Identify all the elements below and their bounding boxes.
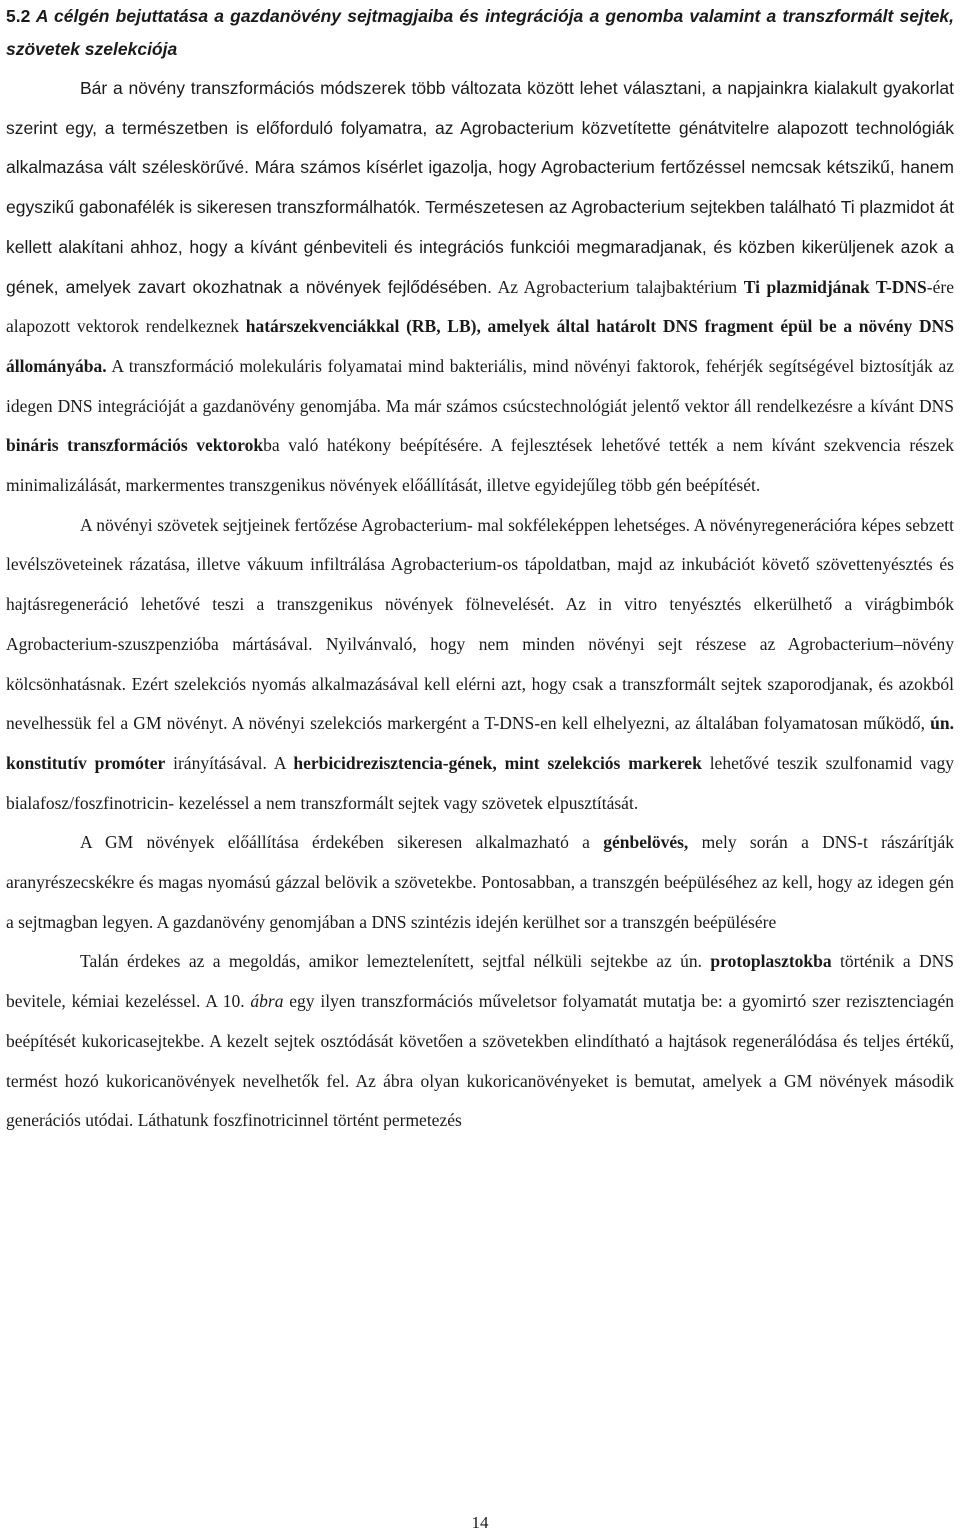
- section-heading: [6, 0, 954, 66]
- sentence: Láthatunk foszfinotricinnel történt permetezés: [133, 1110, 462, 1131]
- sentence: ba való hatékony beépítésére.: [263, 435, 483, 456]
- sentence: Talán érdekes az a megoldás, amikor lemeztelenített, sejtfal nélküli sejtekbe az ún.: [80, 951, 711, 972]
- bold-term: protoplasztokba: [710, 951, 832, 972]
- sentence: A növényi szövetek sejtjeinek fertőzése Agrobacterium- mal sokféleképpen lehetséges.: [80, 514, 691, 535]
- sentence: A növényregenerációra képes sebzett levélszöveteinek rázatása, illetve vákuum infiltrálása Agrobacterium-os tápoldatban, majd az inkubációt követő szövettenyésztés és hajtásregeneráció lehetővé teszi a transzgenikus növények fölnevelését.: [6, 514, 954, 615]
- sentence: A transzformáció molekuláris folyamatai mind bakteriális, mind növényi faktorok, fehérjék segítségével biztosítják az idegen DNS integrációját a gazdanövény genomjába.: [6, 355, 954, 416]
- document-page: [6, 0, 954, 1141]
- sentence: egy ilyen transzformációs műveletsor folyamatát mutatja be: a gyomirtó szer rezisztenciagén beépítését kukoricasejtekbe.: [6, 991, 954, 1051]
- sentence: A fejlesztések lehetővé tették a nem kívánt szekvencia részek minimalizálását, markermentes transzgenikus növények előállítását, illetve egyidejűleg több gén beépítését.: [6, 435, 955, 496]
- sentence: A gazdanövény genomjában a DNS szintézis idején kerülhet sor a transzgén beépülésére: [153, 911, 777, 932]
- sentence: Nyilvánvaló, hogy nem minden növényi sejt részese az Agrobacterium–növény kölcsönhatásnak.: [6, 633, 954, 694]
- sentence: Ezért szelekciós nyomás alkalmazásával kell elérni azt, hogy csak a transzformált sejtek szaporodjanak, és azokból nevelhessük fel a GM növényt.: [6, 673, 954, 734]
- section-number: 5.2: [6, 6, 31, 26]
- sentence: A: [266, 752, 294, 773]
- sentence: irányításával.: [165, 752, 267, 773]
- figure-reference: ábra: [250, 991, 284, 1012]
- sentence: Ma már számos csúcstechnológiát jelentő vektor áll rendelkezésre a kívánt DNS: [380, 395, 954, 416]
- bold-term: határszekvenciákkal (RB, LB), amelyek által határolt DNS fragment épül be a növény DNS állományába.: [6, 316, 954, 376]
- sentence: A kezelt sejtek osztódását követően a szövetekben elindítható a hajtások regenerálódása és teljes értékű, termést hozó kukoricanövények nevelhetők fel.: [6, 1030, 955, 1091]
- paragraph-1: [6, 69, 954, 506]
- paragraph-3: [6, 823, 954, 942]
- bold-term: génbelövés,: [603, 832, 689, 853]
- sentence: Pontosabban, a transzgén beépüléséhez az kell, hogy az idegen gén a sejtmagban legyen.: [6, 872, 954, 932]
- paragraph-4: [6, 942, 954, 1141]
- page-number: 14: [471, 1513, 489, 1532]
- paragraph-2: [6, 506, 954, 824]
- bold-term: herbicidrezisztencia-gének, mint szelekciós markerek: [293, 752, 702, 773]
- sentence: Az ábra olyan kukoricanövényeket is bemutat, amelyek a GM növények második generációs utódai.: [6, 1070, 954, 1131]
- sentence: A 10.: [200, 991, 251, 1012]
- sentence: Az in vitro tenyésztés elkerülhető a virágbimbók Agrobacterium-szuszpenzióba mártásával.: [6, 594, 954, 654]
- sentence: lehetővé teszik szulfonamid vagy bialafosz/foszfinotricin- kezeléssel a nem transzformált sejtek vagy szövetek elpusztítását.: [6, 752, 954, 813]
- sentence: Természetesen az Agrobacterium sejtekben található Ti plazmidot át kellett alakítani ahhoz, hogy a kívánt génbeviteli és integrációs funkciói megmaradjanak, és közben kikerüljenek azok a gének, amelyek zavart okozhatnak a növények fejlődésében.: [6, 197, 954, 297]
- bold-term: Ti plazmidjának T-DNS: [743, 276, 927, 297]
- sentence: Mára számos kísérlet igazolja, hogy Agrobacterium fertőzéssel nemcsak kétszikű, hanem egyszikű gabonafélék is sikeresen transzformálhatók.: [6, 157, 954, 218]
- sentence: Bár a növény transzformációs módszerek több változata között lehet választani, a napjainkra kialakult gyakorlat szerint egy, a természetben is előforduló folyamatra, az Agrobacterium közvetítette génátvitelre alapozott technológiák alkalmazása vált széleskörűvé.: [6, 78, 954, 178]
- sentence: A növényi szelekciós markergént a T-DNS-en kell elhelyezni, az általában folyamatosan működő,: [227, 713, 931, 734]
- sentence: Az Agrobacterium talajbaktérium: [491, 276, 744, 297]
- bold-term: bináris transzformációs vektorok: [6, 435, 264, 456]
- sentence: -ére alapozott vektorok rendelkeznek: [6, 276, 954, 337]
- sentence: történik a DNS bevitele, kémiai kezeléssel.: [6, 951, 954, 1012]
- bold-term: ún. konstitutív promóter: [6, 713, 954, 773]
- section-title: A célgén bejuttatása a gazdanövény sejtmagjaiba és integrációja a genomba valamint a transzformált sejtek, szövetek szelekciója: [6, 6, 954, 59]
- sentence: mely során a DNS-t rászárítják aranyrészecskékre és magas nyomású gázzal belövik a szövetekbe.: [6, 832, 954, 893]
- sentence: A GM növények előállítása érdekében sikeresen alkalmazható a: [80, 832, 604, 853]
